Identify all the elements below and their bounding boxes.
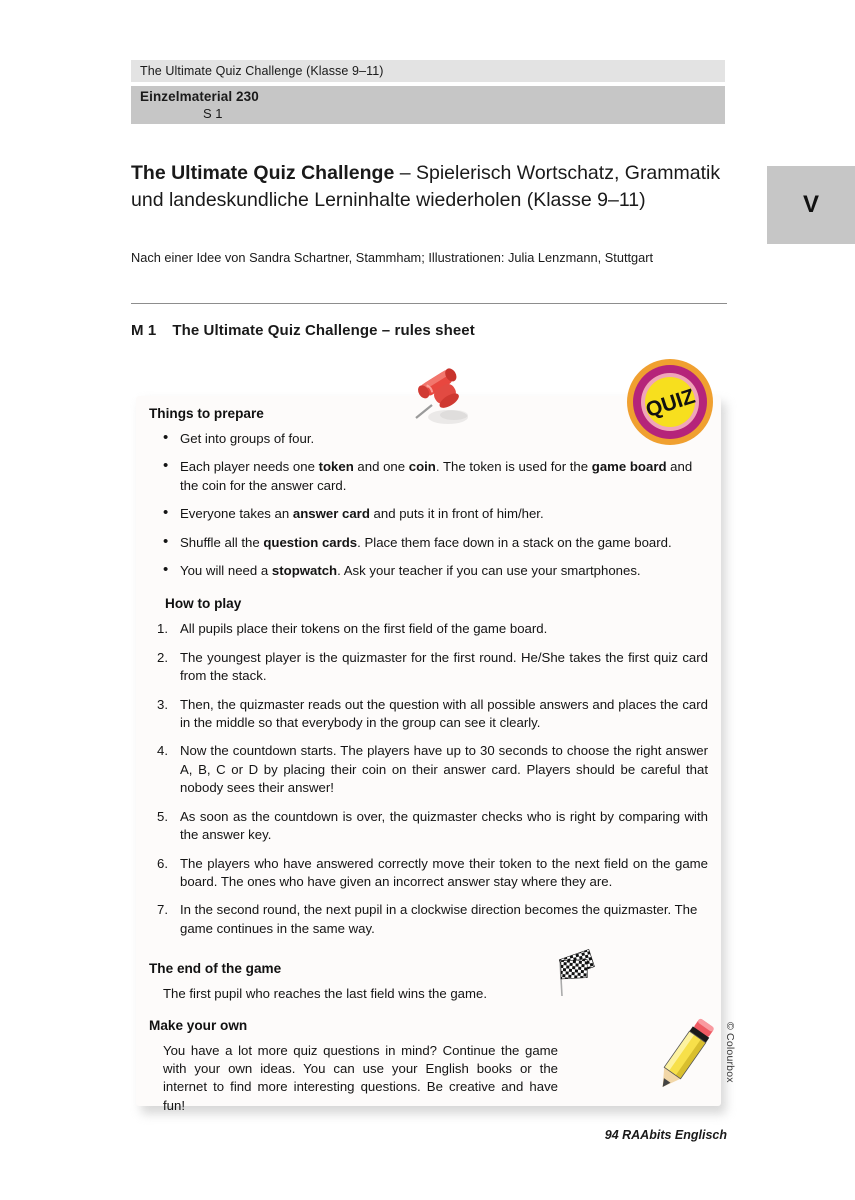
byline: Nach einer Idee von Sandra Schartner, Stammham; Illustrationen: Julia Lenzmann, Stuttgart [131, 250, 654, 265]
text-run: You will need a [180, 563, 272, 579]
quiz-stamp-text: QUIZ [643, 384, 698, 423]
material-number: M 1 [131, 322, 157, 339]
page-label: S 1 [203, 106, 223, 121]
prepare-item [149, 458, 708, 495]
running-head-text: The Ultimate Quiz Challenge (Klasse 9–11) [140, 64, 384, 78]
keyword: stopwatch [271, 563, 338, 579]
play-step: All pupils place their tokens on the first field of the game board. [180, 621, 548, 637]
keyword: game board [591, 459, 667, 475]
play-step: Now the countdown starts. The players have up to 30 seconds to choose the right answer A, B, C or D by placing their coin on their answer card. Players should be careful that nobody sees their answer! [180, 743, 708, 796]
prepare-item [149, 505, 708, 523]
play-step: The players who have answered correctly move their token to the next field on the game board. The ones who have given an incorrect answer stay where they are. [180, 855, 708, 889]
prepare-item [149, 534, 708, 552]
keyword: token [318, 459, 354, 475]
end-text: The first pupil who reaches the last field wins the game. [163, 986, 487, 1002]
play-heading: How to play [165, 596, 242, 612]
play-steps-list [149, 620, 708, 938]
play-step: As soon as the countdown is over, the quizmaster checks who is right by comparing with the answer key. [180, 808, 708, 843]
text-run: and puts it in front of him/her. [369, 506, 544, 522]
material-label: Einzelmaterial 230 [140, 89, 259, 104]
checkered-flag-icon [548, 948, 604, 1004]
prepare-item [149, 562, 708, 580]
keyword: question cards [263, 534, 358, 550]
page-title-bold: The Ultimate Quiz Challenge [131, 162, 395, 184]
keyword: answer card [292, 506, 370, 522]
image-credit: © Colourbox [724, 1022, 736, 1083]
level-badge: V [767, 166, 855, 244]
divider [131, 303, 727, 304]
text-run: and one [353, 459, 409, 475]
page-title-rest: – Spielerisch Wortschatz, Grammatik und landeskundliche Lerninhalte wiederholen (Klasse 9–11) [131, 162, 721, 211]
running-head-bar [131, 60, 725, 82]
pushpin-icon [402, 365, 482, 443]
text-run: . Place them face down in a stack on the game board. [357, 534, 672, 550]
text-run: Everyone takes an [180, 506, 293, 522]
rules-card [136, 396, 721, 1113]
material-heading [131, 322, 475, 339]
text-run: and the coin for the answer card. [180, 459, 693, 493]
text-run: Shuffle all the [180, 534, 264, 550]
text-run: Get into groups of four. [180, 431, 315, 446]
prepare-list [149, 430, 708, 580]
footer-text: 94 RAAbits Englisch [604, 1128, 727, 1142]
quiz-stamp-icon [626, 358, 714, 446]
text-run: Each player needs one [180, 459, 319, 475]
material-header-bar [131, 86, 725, 124]
end-heading: The end of the game [149, 961, 282, 977]
play-step: In the second round, the next pupil in a clockwise direction becomes the quizmaster. The game continues in the same way. [180, 902, 698, 936]
page-title [131, 160, 731, 214]
make-text: You have a lot more quiz questions in mind? Continue the game with your own ideas. You can use your English books or the internet to find more interesting questions. Be creative and have fun! [163, 1042, 558, 1113]
text-run: . The token is used for the [435, 459, 592, 475]
material-heading-text: The Ultimate Quiz Challenge – rules sheet [172, 322, 475, 339]
make-heading: Make your own [149, 1017, 248, 1033]
prepare-heading: Things to prepare [149, 406, 264, 421]
pencil-icon [652, 1012, 718, 1098]
keyword: coin [408, 459, 436, 475]
play-step: Then, the quizmaster reads out the question with all possible answers and places the card in the middle so that everybody in the group can see it clearly. [180, 696, 708, 731]
play-step: The youngest player is the quizmaster for the first round. He/She takes the first quiz card from the stack. [180, 649, 708, 684]
text-run: . Ask your teacher if you can use your smartphones. [337, 563, 641, 579]
